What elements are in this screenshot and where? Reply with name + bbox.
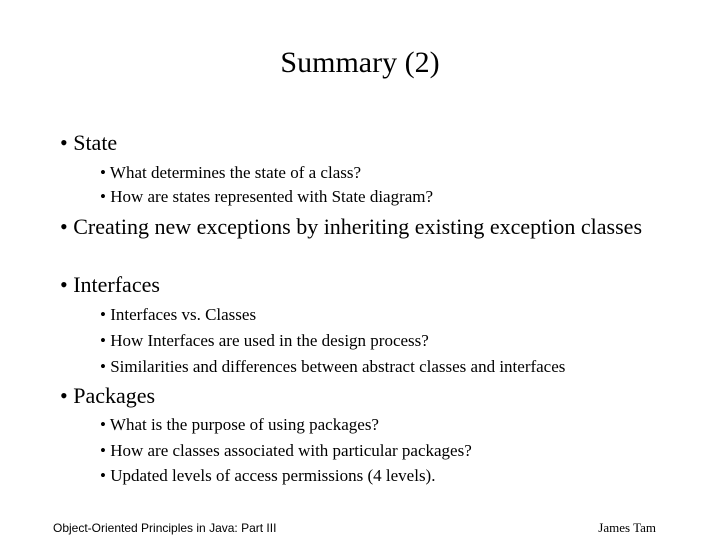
footer-author: James Tam — [598, 520, 656, 535]
sub-bullet-packages-association: • How are classes associated with particular packages? — [100, 441, 472, 460]
bullet-exceptions: • Creating new exceptions by inheriting existing exception classes — [60, 214, 643, 239]
bullet-packages: • Packages — [60, 383, 156, 408]
slide-title: Summary (2) — [280, 46, 440, 79]
sub-bullet-packages-access: • Updated levels of access permissions (4 levels). — [100, 466, 436, 485]
bullet-interfaces: • Interfaces — [60, 272, 160, 297]
sub-bullet-interfaces-vs-classes: • Interfaces vs. Classes — [100, 305, 257, 324]
bullet-state: • State — [60, 130, 118, 155]
sub-bullet-interfaces-design: • How Interfaces are used in the design process? — [100, 331, 429, 350]
sub-bullet-state-determines: • What determines the state of a class? — [100, 163, 362, 182]
sub-bullet-interfaces-abstract: • Similarities and differences between abstract classes and interfaces — [100, 357, 566, 376]
sub-bullet-packages-purpose: • What is the purpose of using packages? — [100, 415, 379, 434]
footer-course-title: Object-Oriented Principles in Java: Part III — [53, 521, 277, 535]
sub-bullet-state-diagram: • How are states represented with State diagram? — [100, 187, 434, 206]
